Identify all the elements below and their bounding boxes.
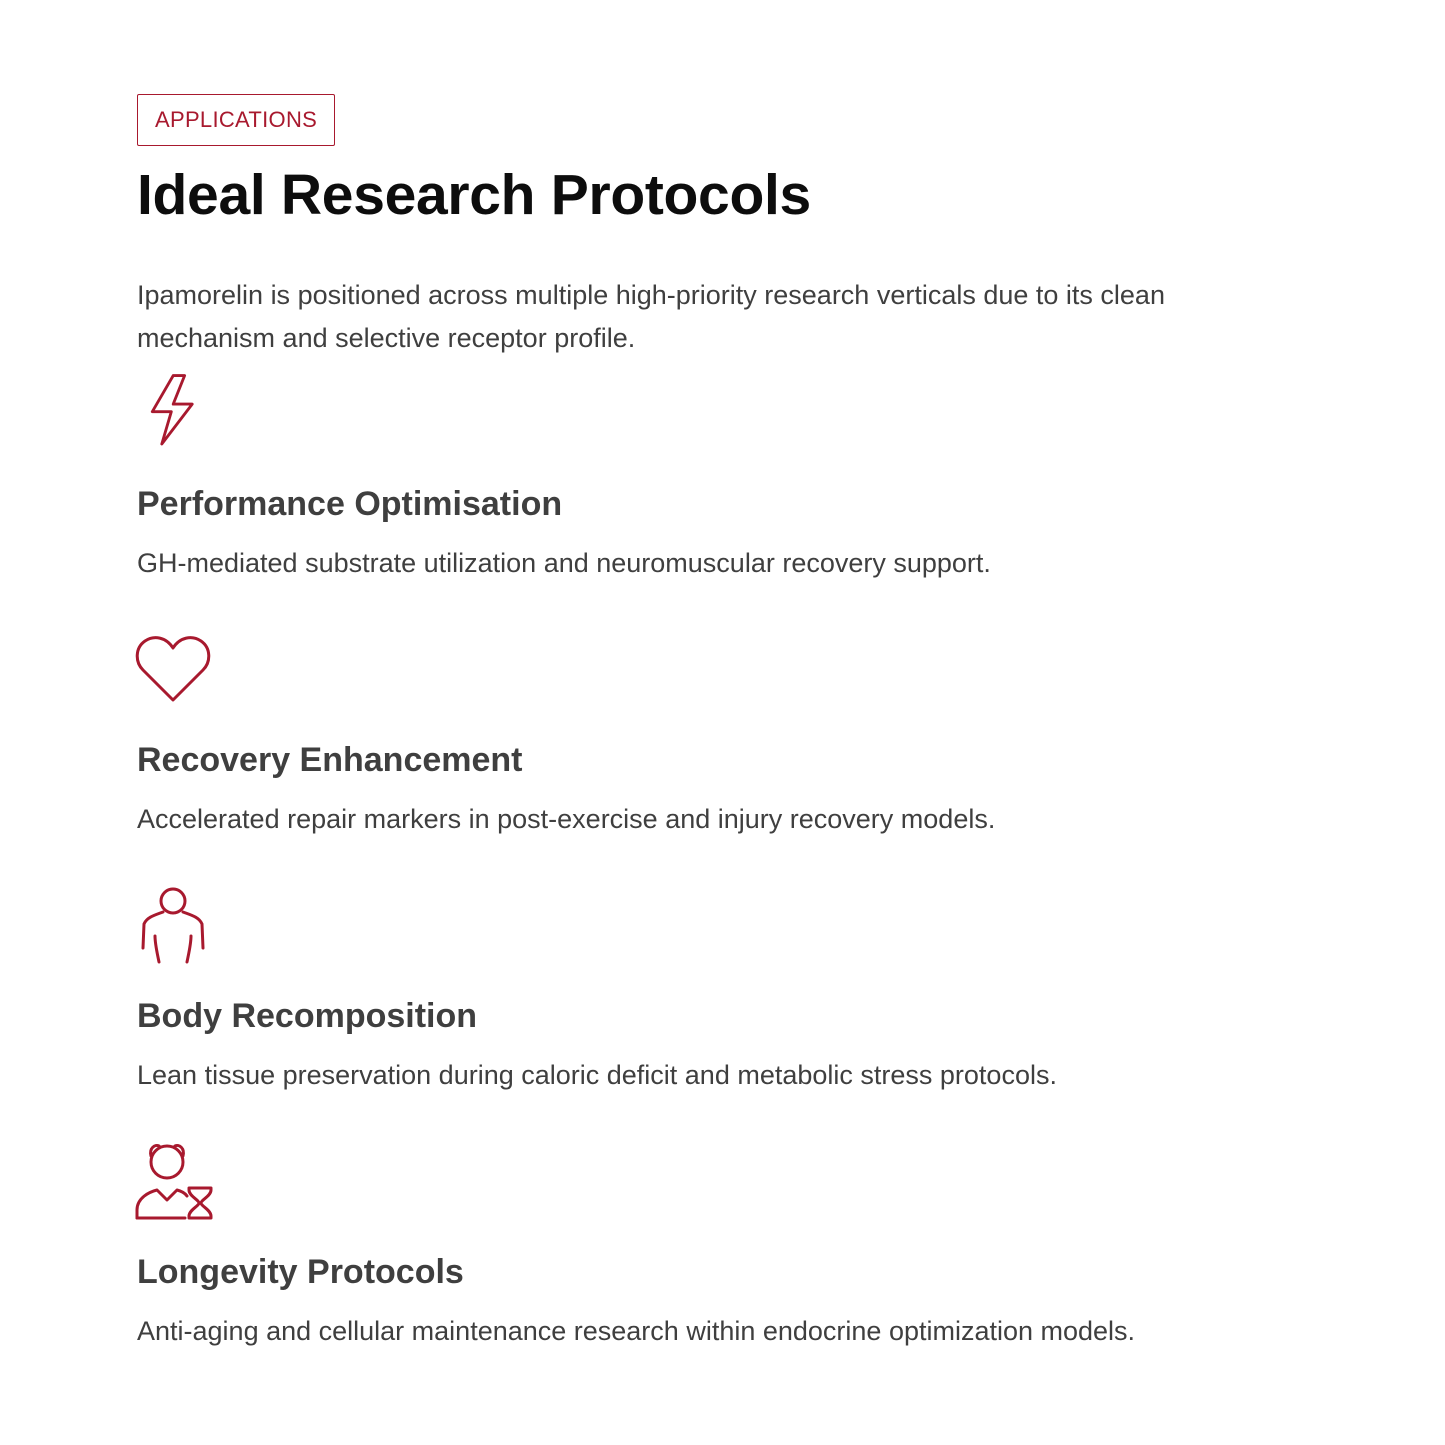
protocol-title: Recovery Enhancement (137, 741, 523, 779)
protocol-title: Body Recomposition (137, 997, 478, 1035)
section-eyebrow-badge: APPLICATIONS (137, 94, 335, 146)
elder-hourglass-icon (135, 1140, 215, 1220)
protocol-description: Anti-aging and cellular maintenance research within endocrine optimization models. (137, 1316, 1136, 1346)
protocol-description: Lean tissue preservation during caloric deficit and metabolic stress protocols. (137, 1060, 1057, 1090)
section-title: Ideal Research Protocols (137, 163, 811, 227)
applications-section (137, 94, 1317, 360)
protocol-title: Longevity Protocols (137, 1253, 464, 1291)
protocol-description: GH-mediated substrate utilization and neuromuscular recovery support. (137, 548, 991, 578)
lightning-bolt-icon (137, 370, 217, 450)
protocol-description: Accelerated repair markers in post-exercise and injury recovery models. (137, 804, 996, 834)
heart-icon (133, 628, 213, 708)
protocol-title: Performance Optimisation (137, 485, 563, 523)
body-figure-icon (137, 884, 217, 964)
section-intro: Ipamorelin is positioned across multiple high-priority research verticals due to its clean mechanism and selective receptor profile. (137, 280, 1165, 353)
